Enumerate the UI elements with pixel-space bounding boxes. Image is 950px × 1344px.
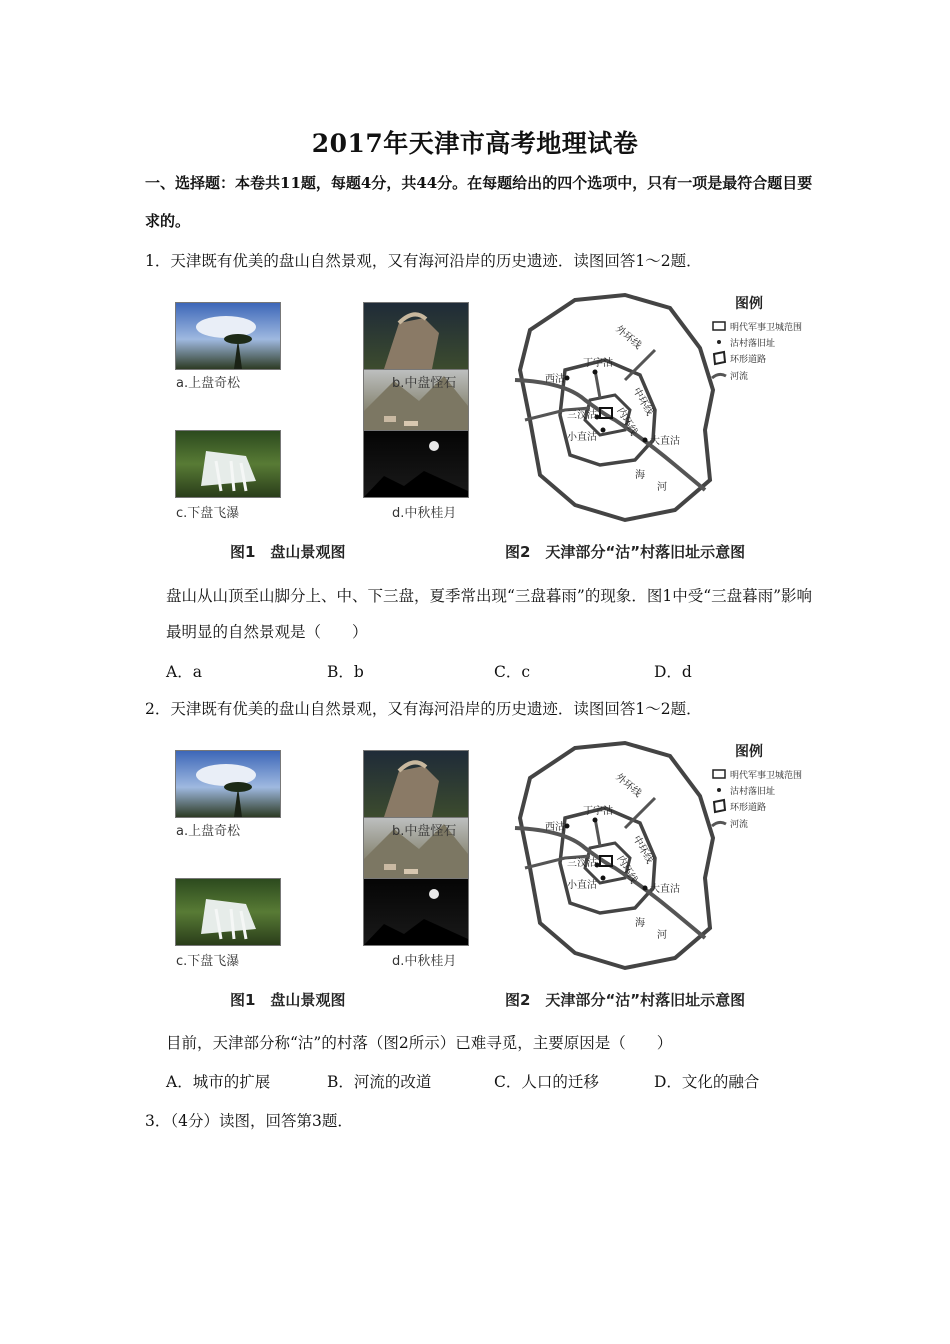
legend-symbol-village — [717, 788, 721, 792]
legend-item-river: 河流 — [730, 820, 749, 830]
q2-option-d[interactable]: D．文化的融合 — [654, 1073, 760, 1091]
label-dazhigu: 大直沽 — [650, 436, 680, 447]
q1-option-b[interactable]: B．b — [327, 663, 364, 681]
village-dot-xiaozhigu — [601, 876, 606, 881]
page-title: 2017年天津市高考地理试卷 — [311, 129, 639, 158]
photo-c-label: c.下盘飞瀑 — [176, 954, 240, 969]
q1-option-d[interactable]: D．d — [654, 663, 692, 681]
q1-option-a[interactable]: A．a — [166, 663, 202, 681]
legend-symbol-ring-road — [714, 352, 725, 364]
village-dot-xiaozhigu — [601, 428, 606, 433]
photo-a-label: a.上盘奇松 — [176, 376, 241, 391]
figure-1-caption: 图1 盘山景观图 — [230, 543, 346, 561]
legend-item-ring-road: 环形道路 — [730, 803, 767, 813]
legend-item-village: 沽村落旧址 — [730, 787, 776, 797]
map-figure-2 — [505, 290, 830, 535]
question-number: 3． — [145, 1112, 171, 1130]
question-intro-text: 天津既有优美的盘山自然景观，又有海河沿岸的历史遗迹．读图回答1～2题． — [170, 700, 702, 718]
label-sanchakou: 三汊沽 — [567, 858, 597, 869]
legend-title: 图例 — [735, 296, 763, 312]
question-intro-text: 天津既有优美的盘山自然景观，又有海河沿岸的历史遗迹．读图回答1～2题． — [170, 252, 702, 270]
legend-symbol-garrison — [713, 322, 725, 330]
question-1-stem: 盘山从山顶至山脚分上、中、下三盘，夏季常出现“三盘暮雨”的现象．图1中受“三盘暮雨”影响最明显的自然景观是（ ） — [166, 587, 813, 641]
village-dot-dingzigu — [593, 370, 598, 375]
village-dot-dazhigu — [643, 886, 648, 891]
legend-symbol-river — [712, 374, 726, 378]
photo-b-label: b.中盘怪石 — [392, 376, 457, 391]
label-dazhigu: 大直沽 — [650, 884, 680, 895]
figure-2-caption: 图2 天津部分“沽”村落旧址示意图 — [505, 991, 746, 1009]
photo-d-label: d.中秋桂月 — [392, 954, 457, 969]
q2-option-b[interactable]: B．河流的改道 — [327, 1073, 432, 1091]
question-2-intro — [145, 697, 702, 719]
label-xiaozhigu: 小直沽 — [567, 432, 597, 443]
q2-option-c[interactable]: C．人口的迁移 — [494, 1073, 599, 1091]
label-xiaozhigu: 小直沽 — [567, 880, 597, 891]
photo-d-label: d.中秋桂月 — [392, 506, 457, 521]
map-figure-2 — [505, 738, 830, 983]
label-dingzigu: 丁字沽 — [583, 358, 613, 369]
q1-option-c[interactable]: C．c — [494, 663, 531, 681]
legend-symbol-ring-road — [714, 800, 725, 812]
q2-option-a[interactable]: A．城市的扩展 — [166, 1073, 271, 1091]
legend-item-river: 河流 — [730, 372, 749, 382]
legend-symbol-garrison — [713, 770, 725, 778]
label-sanchakou: 三汊沽 — [567, 410, 597, 421]
figure-block-q1 — [170, 290, 830, 562]
photo-b-rock — [363, 302, 469, 370]
label-xigu: 西沽 — [545, 822, 565, 833]
photo-a-pine — [175, 302, 281, 370]
photo-d-moon — [363, 430, 469, 498]
village-dot-dingzigu — [593, 818, 598, 823]
question-3-intro — [145, 1109, 353, 1131]
label-outer-ring: 外环线 — [613, 771, 644, 800]
photo-b-rock — [363, 750, 469, 818]
label-haihe-2: 河 — [657, 930, 667, 941]
label-middle-ring: 中环线 — [630, 386, 655, 418]
question-number: 1． — [145, 252, 171, 270]
label-middle-ring: 中环线 — [630, 834, 655, 866]
photo-c-waterfall — [175, 430, 281, 498]
photo-c-waterfall — [175, 878, 281, 946]
label-outer-ring: 外环线 — [613, 323, 644, 352]
legend-item-ring-road: 环形道路 — [730, 355, 767, 365]
village-dot-xigu — [565, 376, 570, 381]
photo-d-moon — [363, 878, 469, 946]
legend-title: 图例 — [735, 744, 763, 760]
photo-a-label: a.上盘奇松 — [176, 824, 241, 839]
label-inner-ring: 内环线 — [614, 406, 639, 438]
label-inner-ring: 内环线 — [614, 854, 639, 886]
question-intro-text: （4分）读图，回答第3题． — [170, 1112, 353, 1130]
photo-a-pine — [175, 750, 281, 818]
village-dot-xigu — [565, 824, 570, 829]
label-dingzigu: 丁字沽 — [583, 806, 613, 817]
photo-b-label: b.中盘怪石 — [392, 824, 457, 839]
figure-block-q2 — [170, 738, 830, 1010]
label-haihe-1: 海 — [635, 918, 645, 929]
legend-symbol-river — [712, 822, 726, 826]
figure-1-caption: 图1 盘山景观图 — [230, 991, 346, 1009]
question-1-intro — [145, 249, 702, 271]
label-haihe-1: 海 — [635, 470, 645, 481]
label-haihe-2: 河 — [657, 482, 667, 493]
legend-item-garrison: 明代军事卫城范围 — [730, 771, 803, 781]
question-number: 2． — [145, 700, 171, 718]
village-dot-dazhigu — [643, 438, 648, 443]
photo-c-label: c.下盘飞瀑 — [176, 506, 240, 521]
legend-item-village: 沽村落旧址 — [730, 339, 776, 349]
question-2-stem: 目前，天津部分称“沽”的村落（图2所示）已难寻觅，主要原因是（ ） — [166, 1034, 673, 1052]
legend-item-garrison: 明代军事卫城范围 — [730, 323, 803, 333]
section-heading: 一、选择题：本卷共11题，每题4分，共44分。在每题给出的四个选项中，只有一项是最符合题目要求的。 — [145, 174, 813, 230]
figure-2-caption: 图2 天津部分“沽”村落旧址示意图 — [505, 543, 746, 561]
label-xigu: 西沽 — [545, 374, 565, 385]
legend-symbol-village — [717, 340, 721, 344]
